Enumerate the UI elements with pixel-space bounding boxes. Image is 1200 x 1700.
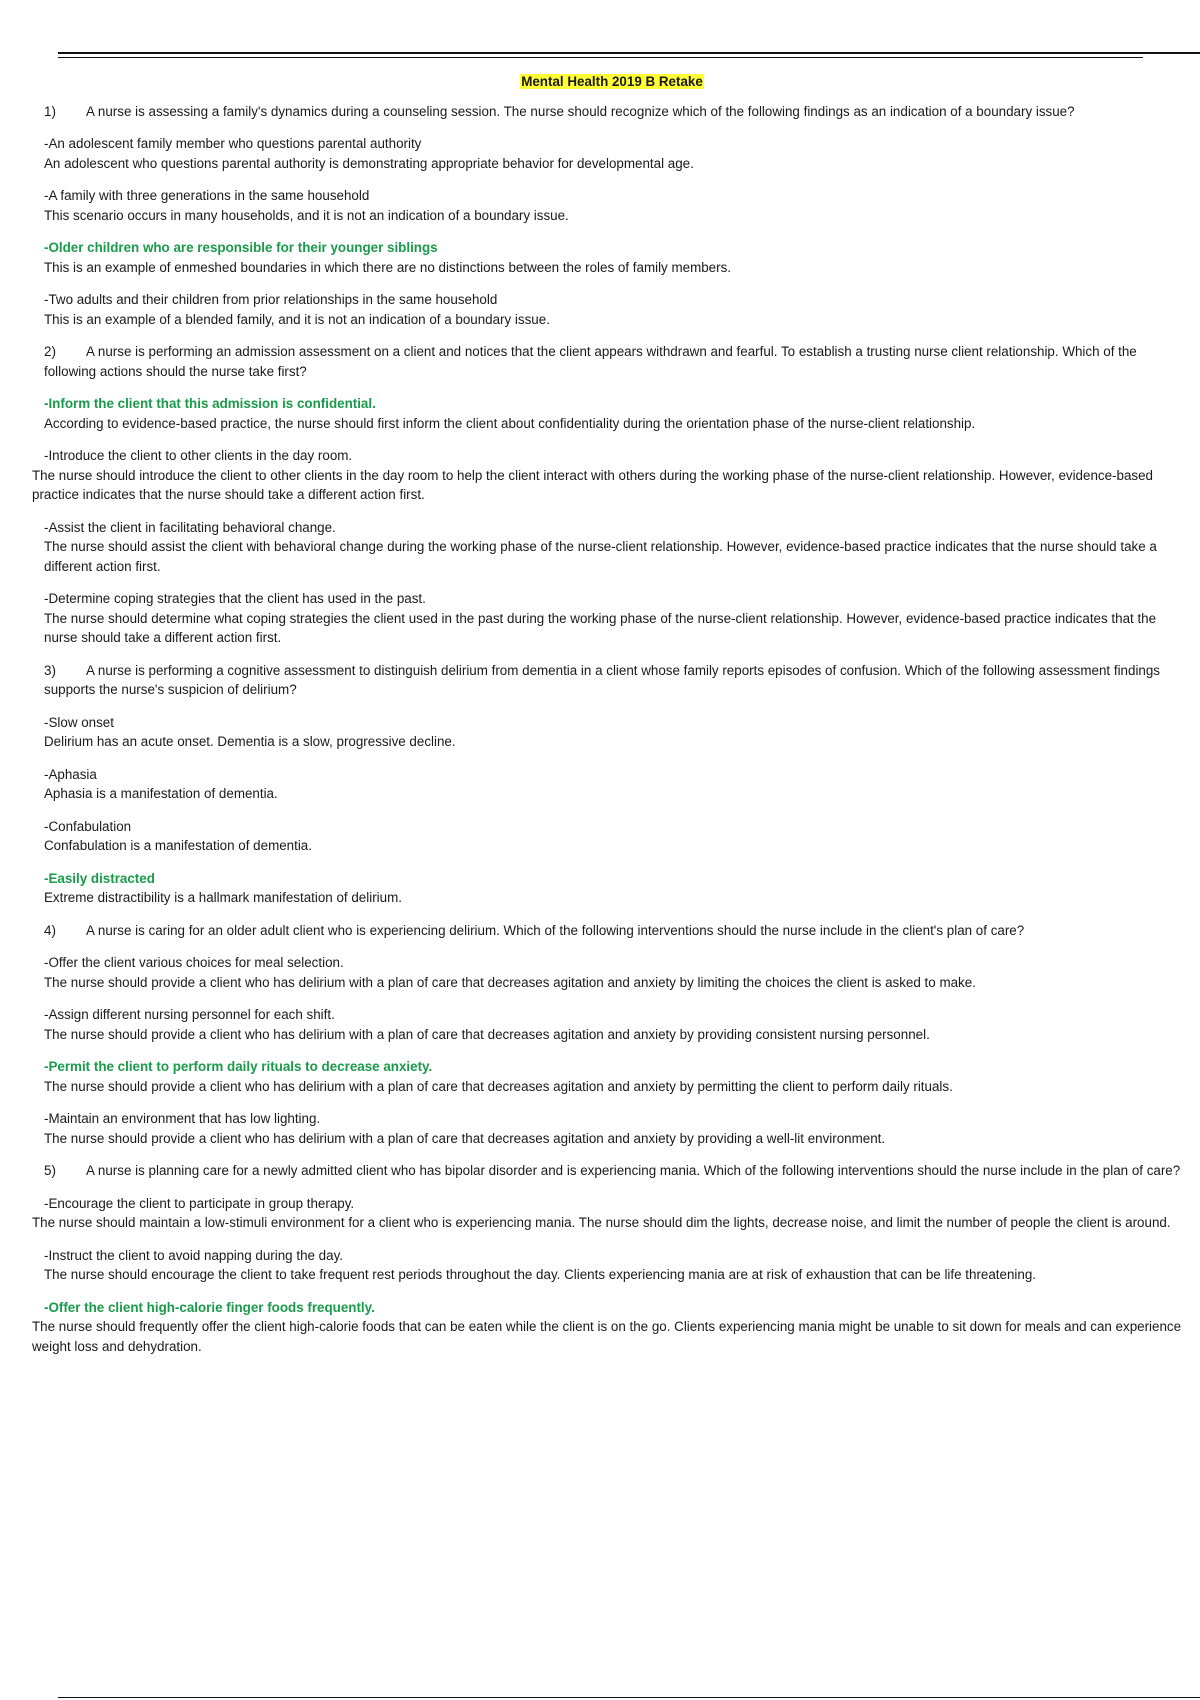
option-rationale: Extreme distractibility is a hallmark manifestation of delirium. <box>44 890 402 905</box>
option-rationale: Delirium has an acute onset. Dementia is a slow, progressive decline. <box>44 734 456 749</box>
option <box>44 134 1192 173</box>
option <box>44 1246 1192 1285</box>
title-wrap <box>32 72 1192 92</box>
top-rule <box>58 52 1200 54</box>
option-label: -A family with three generations in the same household <box>44 188 370 203</box>
option-correct <box>32 1298 1192 1357</box>
question-1 <box>44 102 1192 122</box>
question-number: 5) <box>44 1163 56 1178</box>
option-label: -Slow onset <box>44 714 114 730</box>
question-stem: A nurse is performing a cognitive assessment to distinguish delirium from dementia in a client whose family reports episodes of confusion. Which of the following assessment findings supports the nurse's suspicion of delirium? <box>44 662 1161 697</box>
option <box>44 713 1192 752</box>
question-stem: A nurse is planning care for a newly admitted client who has bipolar disorder and is experiencing mania. Which of the following interventions should the nurse include in the plan of care? <box>86 1163 1181 1178</box>
option-label-correct: -Older children who are responsible for their younger siblings <box>44 240 438 255</box>
option-label: -An adolescent family member who questions parental authority <box>44 136 422 151</box>
option <box>44 953 1192 992</box>
option <box>32 446 1192 505</box>
option <box>44 518 1192 577</box>
question-stem: A nurse is assessing a family's dynamics during a counseling session. The nurse should recognize which of the following findings as an indication of a boundary issue? <box>86 103 1075 119</box>
question-number: 1) <box>44 103 56 119</box>
option-label: -Maintain an environment that has low lighting. <box>44 1111 321 1126</box>
option-rationale: Aphasia is a manifestation of dementia. <box>44 786 278 801</box>
option <box>44 186 1192 225</box>
option-label: -Instruct the client to avoid napping during the day. <box>44 1247 343 1263</box>
option-correct <box>44 1057 1192 1096</box>
option-rationale: This scenario occurs in many households, and it is not an indication of a boundary issue. <box>44 207 569 223</box>
option-label: -Assist the client in facilitating behavioral change. <box>44 519 336 535</box>
option <box>44 589 1192 648</box>
option-rationale: The nurse should frequently offer the client high-calorie foods that can be eaten while the client is on the go. Clients experiencing mania might be unable to sit down for meals and can experience weight loss and dehydration. <box>32 1319 1182 1354</box>
option-label: -Confabulation <box>44 818 132 834</box>
option-correct <box>44 869 1192 908</box>
option-rationale: This is an example of enmeshed boundaries in which there are no distinctions between the roles of family members. <box>44 259 731 275</box>
question-5 <box>44 1161 1192 1181</box>
option-label-correct: -Inform the client that this admission is confidential. <box>44 396 376 411</box>
question-stem: A nurse is performing an admission assessment on a client and notices that the client appears withdrawn and fearful. To establish a trusting nurse client relationship. Which of the following actions should the nurse take first? <box>44 344 1137 379</box>
question-2 <box>44 342 1192 381</box>
option-rationale: The nurse should assist the client with behavioral change during the working phase of the nurse-client relationship. However, evidence-based practice indicates that the nurse should take a different action first. <box>44 539 1157 574</box>
option-label: -Encourage the client to participate in group therapy. <box>44 1195 355 1211</box>
question-3 <box>44 661 1192 700</box>
question-stem: A nurse is caring for an older adult client who is experiencing delirium. Which of the following interventions should the nurse include in the client's plan of care? <box>86 922 1025 938</box>
option-rationale: The nurse should provide a client who has delirium with a plan of care that decreases agitation and anxiety by providing consistent nursing personnel. <box>44 1026 930 1042</box>
option-label-correct: -Offer the client high-calorie finger foods frequently. <box>44 1299 375 1315</box>
option-label: -Determine coping strategies that the client has used in the past. <box>44 591 426 606</box>
option-label: -Two adults and their children from prior relationships in the same household <box>44 292 498 307</box>
option <box>44 765 1192 804</box>
question-number: 2) <box>44 344 56 359</box>
option <box>44 817 1192 856</box>
option-rationale: The nurse should encourage the client to take frequent rest periods throughout the day. Clients experiencing mania are at risk of exhaustion that can be life threatening. <box>44 1267 1037 1282</box>
option <box>44 1005 1192 1044</box>
question-4 <box>44 921 1192 941</box>
option-correct <box>44 238 1192 277</box>
bottom-rule <box>58 1697 1200 1698</box>
option <box>32 1194 1192 1233</box>
option-label: -Introduce the client to other clients in the day room. <box>44 448 353 463</box>
option-rationale: The nurse should provide a client who has delirium with a plan of care that decreases agitation and anxiety by providing a well-lit environment. <box>44 1130 886 1146</box>
option-rationale: Confabulation is a manifestation of dementia. <box>44 838 312 853</box>
option-label: -Assign different nursing personnel for each shift. <box>44 1007 335 1022</box>
option-rationale: The nurse should provide a client who has delirium with a plan of care that decreases agitation and anxiety by permitting the client to perform daily rituals. <box>44 1078 953 1094</box>
option-rationale: The nurse should maintain a low-stimuli environment for a client who is experiencing mania. The nurse should dim the lights, decrease noise, and limit the number of people the client is around. <box>32 1215 1171 1230</box>
option-rationale: This is an example of a blended family, and it is not an indication of a boundary issue. <box>44 311 550 327</box>
option-rationale: The nurse should determine what coping strategies the client used in the past during the working phase of the nurse-client relationship. However, evidence-based practice indicates that the nurse should take a different action first. <box>44 610 1157 645</box>
option <box>44 1109 1192 1148</box>
document-title: Mental Health 2019 B Retake <box>521 74 703 89</box>
option-label-correct: -Easily distracted <box>44 870 155 886</box>
option-label-correct: -Permit the client to perform daily rituals to decrease anxiety. <box>44 1059 433 1074</box>
option-correct <box>44 394 1192 433</box>
option-rationale: According to evidence-based practice, the nurse should first inform the client about confidentiality during the orientation phase of the nurse-client relationship. <box>44 415 976 431</box>
top-rule-secondary <box>58 57 1143 58</box>
question-number: 3) <box>44 662 56 678</box>
option <box>44 290 1192 329</box>
option-label: -Offer the client various choices for meal selection. <box>44 955 344 970</box>
option-rationale: An adolescent who questions parental authority is demonstrating appropriate behavior for developmental age. <box>44 155 694 171</box>
option-label: -Aphasia <box>44 766 97 782</box>
question-number: 4) <box>44 922 56 938</box>
option-rationale: The nurse should provide a client who has delirium with a plan of care that decreases agitation and anxiety by limiting the choices the client is asked to make. <box>44 974 976 990</box>
option-rationale: The nurse should introduce the client to other clients in the day room to help the client interact with others during the working phase of the nurse-client relationship. However, evidence-based practice indicates that the nurse should take a different action first. <box>32 467 1153 502</box>
document-body <box>32 72 1192 1369</box>
